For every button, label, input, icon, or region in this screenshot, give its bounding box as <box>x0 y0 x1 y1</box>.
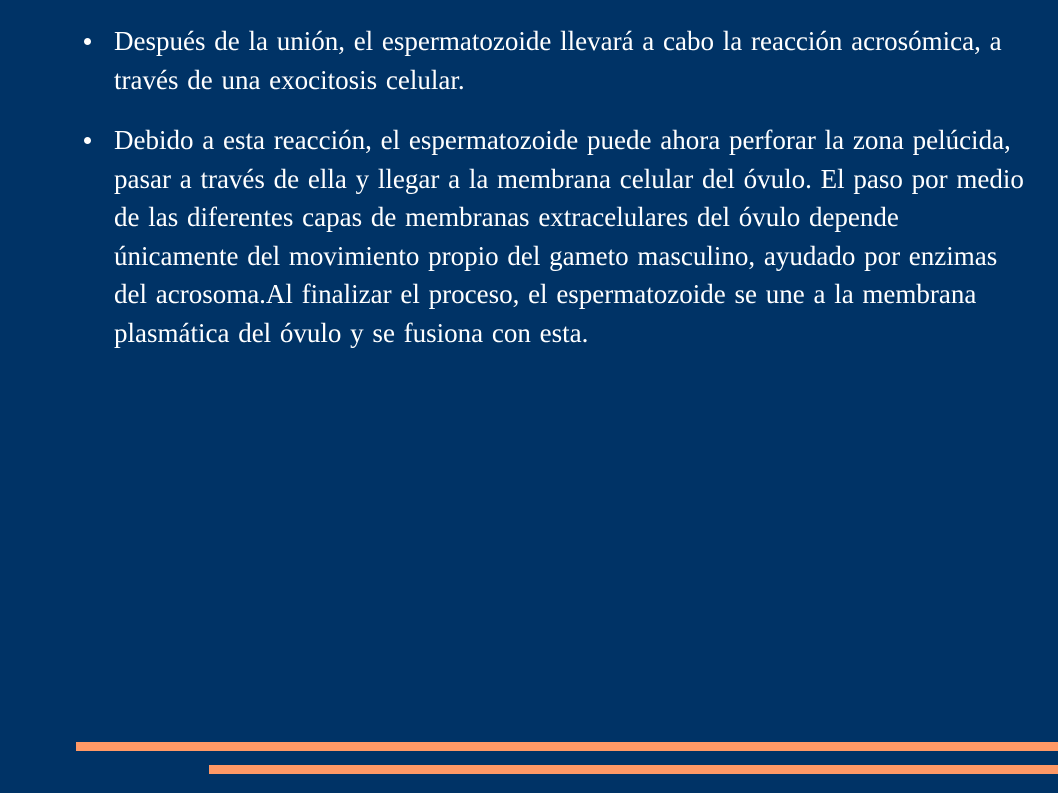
bullet-text: Después de la unión, el espermatozoide llevará a cabo la reacción acrosómica, a través de una exocitosis celular. <box>114 26 1002 95</box>
decorative-accent-bar-top <box>76 742 1058 751</box>
bullet-dot-icon <box>84 38 91 45</box>
bullet-text: Debido a esta reacción, el espermatozoide puede ahora perforar la zona pelúcida, pasar a través de ella y llegar a la membrana celular del óvulo. El paso por medio de las diferentes capas de membranas extracelulares del óvulo depende únicamente del movimiento propio del gameto masculino, ayudado por enzimas del acrosoma.Al finalizar el proceso, el espermatozoide se une a la membrana plasmática del óvulo y se fusiona con esta. <box>114 125 1024 348</box>
bullet-item-2 <box>76 121 1026 352</box>
bullet-list <box>76 22 1026 374</box>
bullet-dot-icon <box>84 137 91 144</box>
decorative-accent-bar-bottom <box>209 765 1058 774</box>
bullet-item-1 <box>76 22 1026 99</box>
